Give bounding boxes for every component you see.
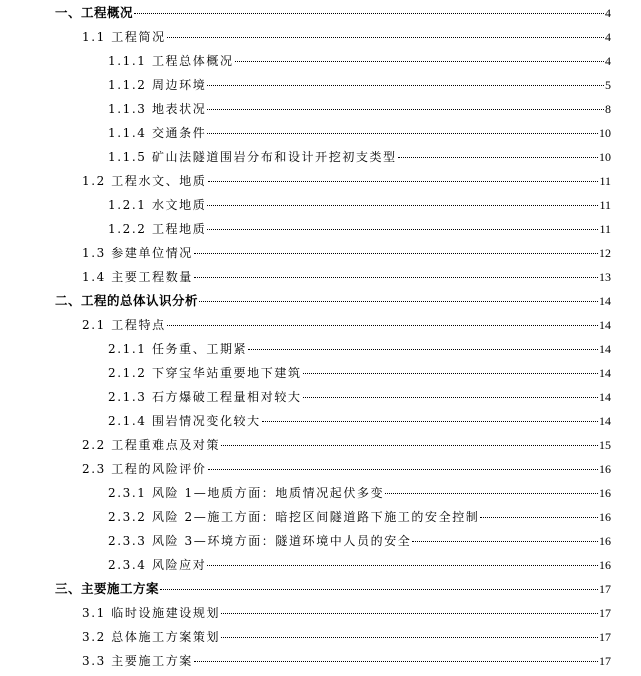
toc-entry-title: 3.2 总体施工方案策划 bbox=[82, 630, 221, 644]
toc-entry-page: 14 bbox=[599, 318, 611, 332]
toc-entry-page: 15 bbox=[599, 438, 611, 452]
dot-leader bbox=[207, 204, 598, 206]
toc-entry-title: 1.1.1 工程总体概况 bbox=[108, 54, 234, 68]
toc-entry-page: 17 bbox=[599, 654, 611, 668]
toc-entry-title: 1.1.5 矿山法隧道围岩分布和设计开挖初支类型 bbox=[108, 150, 397, 164]
toc-entry-title: 2.3.2 风险 2—施工方面：暗挖区间隧道路下施工的安全控制 bbox=[108, 510, 480, 524]
dot-leader bbox=[208, 180, 599, 182]
toc-entry[interactable] bbox=[82, 604, 611, 622]
toc-entry[interactable] bbox=[108, 364, 611, 382]
toc-entry-title: 2.1 工程特点 bbox=[82, 318, 166, 332]
toc-entry-title: 2.3 工程的风险评价 bbox=[82, 462, 207, 476]
toc-entry-title: 三、主要施工方案 bbox=[55, 581, 160, 596]
toc-entry[interactable] bbox=[108, 340, 611, 358]
toc-entry-page: 16 bbox=[599, 510, 611, 524]
toc-entry[interactable] bbox=[82, 268, 611, 286]
toc-entry-title: 1.2 工程水文、地质 bbox=[82, 174, 207, 188]
toc-entry-page: 17 bbox=[599, 606, 611, 620]
toc-entry[interactable] bbox=[82, 244, 611, 262]
toc-entry[interactable] bbox=[82, 172, 611, 190]
toc-entry-title: 3.1 临时设施建设规划 bbox=[82, 606, 221, 620]
toc-entry-page: 14 bbox=[599, 294, 611, 308]
dot-leader bbox=[194, 660, 598, 662]
dot-leader bbox=[167, 36, 604, 38]
toc-entry[interactable] bbox=[108, 100, 611, 118]
toc-entry[interactable] bbox=[108, 76, 611, 94]
toc-entry-title: 2.3.3 风险 3—环境方面：隧道环境中人员的安全 bbox=[108, 534, 412, 548]
toc-entry-page: 11 bbox=[599, 198, 611, 212]
toc-entry[interactable] bbox=[108, 220, 611, 238]
dot-leader bbox=[235, 60, 604, 62]
toc-entry-title: 2.3.1 风险 1—地质方面：地质情况起伏多变 bbox=[108, 486, 385, 500]
toc-entry-title: 1.4 主要工程数量 bbox=[82, 270, 193, 284]
dot-leader bbox=[248, 348, 598, 350]
toc-entry-page: 14 bbox=[599, 366, 611, 380]
toc-entry[interactable] bbox=[55, 292, 611, 310]
dot-leader bbox=[207, 228, 598, 230]
toc-entry[interactable] bbox=[108, 388, 611, 406]
toc-entry[interactable] bbox=[108, 484, 611, 502]
toc-entry[interactable] bbox=[82, 652, 611, 670]
toc-entry-page: 5 bbox=[605, 78, 611, 92]
toc-entry[interactable] bbox=[82, 460, 611, 478]
toc-entry-page: 16 bbox=[599, 558, 611, 572]
dot-leader bbox=[194, 276, 598, 278]
dot-leader bbox=[385, 492, 598, 494]
dot-leader bbox=[199, 300, 598, 302]
toc-entry[interactable] bbox=[82, 628, 611, 646]
toc-entry-title: 2.1.3 石方爆破工程量相对较大 bbox=[108, 390, 302, 404]
dot-leader bbox=[207, 108, 604, 110]
toc-entry-page: 11 bbox=[599, 174, 611, 188]
toc-entry-page: 10 bbox=[599, 126, 611, 140]
toc-entry[interactable] bbox=[55, 4, 611, 22]
toc-entry-page: 13 bbox=[599, 270, 611, 284]
toc-entry-title: 1.1.4 交通条件 bbox=[108, 126, 207, 140]
toc-entry[interactable] bbox=[55, 580, 611, 598]
toc-entry[interactable] bbox=[82, 436, 611, 454]
toc-entry[interactable] bbox=[108, 148, 611, 166]
toc-entry[interactable] bbox=[108, 124, 611, 142]
dot-leader bbox=[208, 468, 599, 470]
toc-entry-page: 16 bbox=[599, 534, 611, 548]
dot-leader bbox=[167, 324, 598, 326]
toc-entry-page: 4 bbox=[605, 6, 611, 20]
dot-leader bbox=[207, 564, 598, 566]
toc-entry-page: 10 bbox=[599, 150, 611, 164]
toc-entry-page: 4 bbox=[605, 54, 611, 68]
toc-entry-page: 14 bbox=[599, 390, 611, 404]
toc-entry[interactable] bbox=[108, 508, 611, 526]
toc-entry-title: 1.1 工程简况 bbox=[82, 30, 166, 44]
toc-entry[interactable] bbox=[82, 28, 611, 46]
dot-leader bbox=[207, 132, 598, 134]
toc-entry[interactable] bbox=[108, 556, 611, 574]
dot-leader bbox=[303, 396, 598, 398]
dot-leader bbox=[398, 156, 598, 158]
dot-leader bbox=[207, 84, 604, 86]
toc-entry[interactable] bbox=[108, 532, 611, 550]
toc-entry-title: 2.1.1 任务重、工期紧 bbox=[108, 342, 248, 356]
toc-entry-page: 14 bbox=[599, 414, 611, 428]
toc-entry-page: 16 bbox=[599, 462, 611, 476]
toc-entry-page: 4 bbox=[605, 30, 611, 44]
dot-leader bbox=[412, 540, 598, 542]
toc-entry-title: 2.1.4 围岩情况变化较大 bbox=[108, 414, 261, 428]
dot-leader bbox=[134, 12, 604, 14]
toc-entry-page: 11 bbox=[599, 222, 611, 236]
toc-entry-title: 3.3 主要施工方案 bbox=[82, 654, 193, 668]
dot-leader bbox=[221, 444, 598, 446]
dot-leader bbox=[221, 636, 598, 638]
toc-entry-title: 1.1.3 地表状况 bbox=[108, 102, 207, 116]
toc-entry-title: 1.2.1 水文地质 bbox=[108, 198, 207, 212]
toc-entry-title: 二、工程的总体认识分析 bbox=[55, 293, 199, 308]
dot-leader bbox=[480, 516, 598, 518]
dot-leader bbox=[303, 372, 598, 374]
toc-entry-page: 17 bbox=[599, 582, 611, 596]
toc-entry[interactable] bbox=[108, 196, 611, 214]
toc-entry-title: 2.1.2 下穿宝华站重要地下建筑 bbox=[108, 366, 302, 380]
toc-entry-title: 1.3 参建单位情况 bbox=[82, 246, 193, 260]
toc-entry-title: 1.2.2 工程地质 bbox=[108, 222, 207, 236]
toc-entry-title: 一、工程概况 bbox=[55, 5, 134, 20]
toc-entry-page: 14 bbox=[599, 342, 611, 356]
dot-leader bbox=[221, 612, 598, 614]
dot-leader bbox=[262, 420, 598, 422]
toc-entry-page: 12 bbox=[599, 246, 611, 260]
toc-entry[interactable] bbox=[108, 412, 611, 430]
toc-entry-title: 2.3.4 风险应对 bbox=[108, 558, 207, 572]
toc-entry-title: 1.1.2 周边环境 bbox=[108, 78, 207, 92]
toc-entry-page: 17 bbox=[599, 630, 611, 644]
toc-entry-page: 16 bbox=[599, 486, 611, 500]
toc-entry[interactable] bbox=[82, 316, 611, 334]
toc-entry[interactable] bbox=[108, 52, 611, 70]
dot-leader bbox=[194, 252, 598, 254]
toc-entry-page: 8 bbox=[605, 102, 611, 116]
dot-leader bbox=[160, 588, 598, 590]
toc-entry-title: 2.2 工程重难点及对策 bbox=[82, 438, 221, 452]
